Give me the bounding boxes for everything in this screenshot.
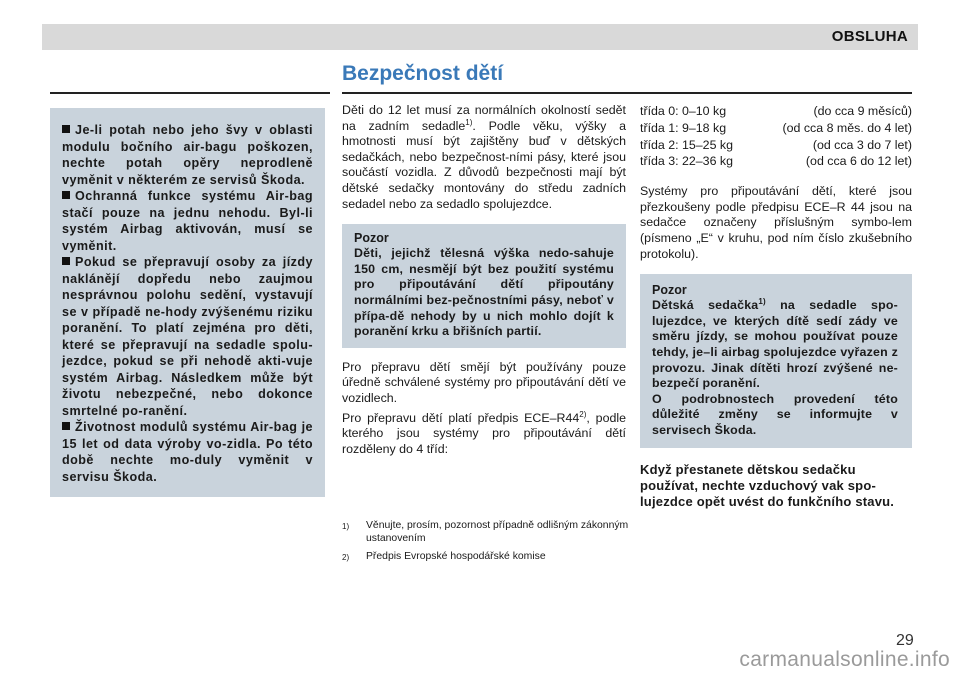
weight-class-row: třída 0: 0–10 kg (do cca 9 měsíců)	[640, 104, 912, 118]
warning-title: Pozor	[652, 283, 687, 298]
weight-class-row: třída 1: 9–18 kg (od cca 8 měs. do 4 let)	[640, 120, 912, 135]
right-rule	[342, 92, 912, 94]
airbag-warning-box	[50, 108, 325, 497]
bullet-icon	[62, 422, 70, 430]
bullet-icon	[62, 191, 70, 199]
regulation-paragraph: Pro přepravu dětí platí předpis ECE–R44$^{2)}$, podle kterého jsou systémy pro připoutávání dětí rozděleny do 4 tříd:	[342, 409, 626, 456]
section-title: Bezpečnost dětí	[342, 62, 504, 85]
warning-title: Pozor	[354, 231, 389, 246]
page-number: 29	[896, 632, 914, 649]
header-band	[42, 24, 918, 50]
closing-paragraph: Když přestanete dětskou sedačku používat, nechte vzduchový vak spo-lujezdce opět uvést do funkčního stavu.	[640, 461, 895, 509]
footnote-ref: 1)	[758, 297, 766, 307]
right-column	[640, 103, 912, 510]
weight-class-row: třída 3: 22–36 kg (od cca 6 do 12 let)	[640, 154, 912, 169]
warning-item: Životnost modulů systému Air-bag je 15 let od data výroby vo-zidla. Po této době nechte mo-duly vyměnit v servisu Škoda.	[62, 420, 313, 484]
left-rule	[50, 92, 330, 94]
warning-text: Dětská sedačka$^{1)}$ na sedadle spo-lujezdce, ve kterých dítě sedí zády ve směru jízdy, se mohou používat pouze tehdy, je–li airbag spolujezdce vyřazen z provozu. Jinak dítěti hrozí zvýšené ne-bezpečí poranění.	[652, 297, 899, 391]
child-seat-warning-box	[640, 274, 912, 447]
weight-class-list	[640, 103, 912, 170]
footnote: 2) Předpis Evropské hospodářské komise	[342, 551, 546, 562]
footnote: 1) Věnujte, prosím, pozornost případně odlišným zákonným ustanovením	[342, 520, 629, 544]
warning-item: Je-li potah nebo jeho švy v oblasti modulu bočního air-bagu poškozen, nechte potah opěry neprodleně vyměnit v některém ze servisů Škoda.	[62, 123, 313, 187]
warning-text: O podrobnostech provedení této důležité změny se informujte v servisech Škoda.	[652, 391, 898, 437]
warning-item: Pokud se přepravují osoby za jízdy naklánějí dopředu nebo zaujmou nesprávnou polohu sedění, vystavují se v případě ne-hody zvýšenému riziku poranění. To platí zejména pro děti, které se přepravují na sedadle spolu-jezdce, pokud se při nehodě akti-vuje systém Airbag. Následkem může být životu nebezpečné, nebo dokonce smrtelné po-ranění.	[62, 255, 313, 418]
height-warning-box	[342, 224, 626, 348]
warning-text: Děti, jejichž tělesná výška nedo-sahuje 150 cm, nesmějí být bez použití systému pro připoutávání dětí připoutány normálními bez-pečnostními pásy, neboť v přípa-dě nehody by u nich mohlo dojít k poranění krku a břišních partií.	[354, 246, 614, 339]
footnotes	[342, 519, 632, 569]
weight-class-row: třída 2: 15–25 kg (od cca 3 do 7 let)	[640, 137, 912, 152]
intro-paragraph: Děti do 12 let musí za normálních okolností sedět na zadním sedadle$^{1)}$. Podle věku, výšky a hmotnosti musí být zajištěny buď v dětských sedačkách, nebo bezpečnost-ními pásy, které jsou součástí vozidla. Z důvodů bezpečnosti mají být dětské sedačky montovány do středu zadních sedadel nebo za sedadlo spolujezdce.	[342, 103, 626, 211]
approved-systems-paragraph: Pro přepravu dětí smějí být používány pouze úředně schválené systémy pro připoutávání dětí ve vozidlech.	[342, 359, 626, 405]
footnote-ref: 2)	[579, 409, 587, 419]
chapter-title: OBSLUHA	[831, 28, 908, 45]
certification-paragraph: Systémy pro připoutávání dětí, které jsou přezkoušeny podle předpisu ECE–R 44 jsou na sedačce označeny příslušným symbo-lem (písmeno „E“ v kruhu, pod ním číslo zkušebního protokolu).	[640, 184, 912, 261]
bullet-icon	[62, 257, 70, 265]
bullet-icon	[62, 125, 70, 133]
footnote-ref: 1)	[465, 117, 473, 127]
watermark: carmanualsonline.info	[739, 648, 950, 671]
warning-item: Ochranná funkce systému Air-bag stačí pouze na jednu nehodu. Byl-li systém Airbag aktivován, musí se vyměnit.	[62, 189, 313, 253]
middle-column	[342, 103, 626, 457]
